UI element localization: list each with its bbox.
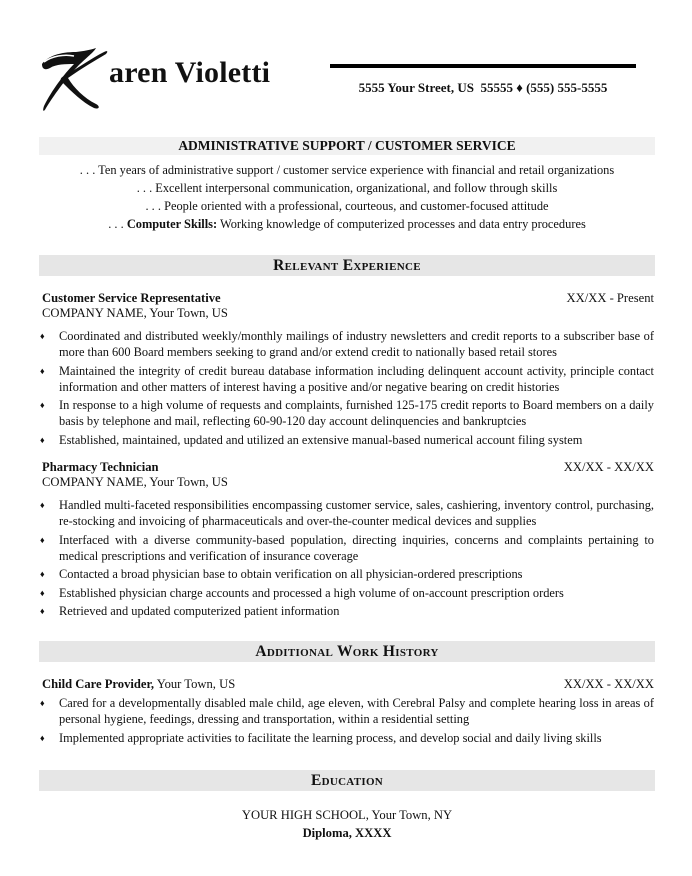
job-location: Your Town, US xyxy=(154,677,236,691)
list-item: ♦ Retrieved and updated computerized patient information xyxy=(40,604,340,618)
list-item: ♦ Established physician charge accounts and processed a high volume of on-account prescription orders xyxy=(40,585,564,600)
job-dates: XX/XX - XX/XX xyxy=(563,677,654,691)
job-header xyxy=(42,460,654,475)
diamond-bullet-icon: ♦ xyxy=(40,400,45,410)
list-item: ♦ Handled multi-faceted responsibilities encompassing customer service, sales, cashiering, inventory control, purchasing, re-stocking and invoicing of pharmaceuticals and over-the-counter medical devices and supplies xyxy=(40,498,654,528)
diamond-bullet-icon: ♦ xyxy=(40,434,45,445)
diamond-bullet-icon: ♦ xyxy=(40,500,45,510)
list-item: ♦ Contacted a broad physician base to obtain verification on all physician-ordered prescriptions xyxy=(40,567,523,581)
summary-line: . . . Computer Skills: Working knowledge of computerized processes and data entry procedures xyxy=(108,217,586,231)
monogram-k-icon xyxy=(38,42,108,114)
job-bullets xyxy=(40,695,654,748)
job-bullets xyxy=(40,328,654,450)
job-header xyxy=(42,291,654,306)
job-header xyxy=(42,677,654,692)
diamond-bullet-icon: ♦ xyxy=(40,587,45,598)
summary-line: . . . Ten years of administrative support / customer service experience with financial and retail organizations xyxy=(79,163,615,177)
section-heading-education: Education xyxy=(39,770,655,791)
summary-lines xyxy=(39,161,655,233)
objective-heading: ADMINISTRATIVE SUPPORT / CUSTOMER SERVICE xyxy=(39,137,655,155)
diamond-bullet-icon: ♦ xyxy=(40,331,45,341)
diamond-bullet-icon: ♦ xyxy=(40,569,45,579)
job-title: Child Care Provider, xyxy=(42,677,155,691)
education-block xyxy=(39,806,655,842)
school-name: YOUR HIGH SCHOOL, Your Town, NY xyxy=(241,808,453,822)
diamond-bullet-icon: ♦ xyxy=(40,534,45,545)
job-title: Pharmacy Technician xyxy=(42,460,159,474)
list-item: ♦ Maintained the integrity of credit bureau database information including delinquent account activity, principle contact information and other matters of interest having a positive and/or negative bearing on credit histories xyxy=(40,363,654,394)
job-dates: XX/XX - Present xyxy=(566,291,654,305)
diamond-bullet-icon: ♦ xyxy=(40,698,45,708)
list-item: ♦ In response to a high volume of requests and complaints, furnished 125-175 credit reports to Board members on a daily basis by telephone and mail, reflecting 60-90-120 day account delinquencies and bankruptcies xyxy=(40,398,654,428)
job-dates: XX/XX - XX/XX xyxy=(563,460,654,474)
candidate-name: aren Violetti xyxy=(109,56,271,89)
summary-line: . . . People oriented with a professional, courteous, and customer-focused attitude xyxy=(145,199,549,213)
job-bullets xyxy=(40,497,654,622)
diamond-bullet-icon: ♦ xyxy=(40,606,45,616)
section-heading-relevant-experience: Relevant Experience xyxy=(39,255,655,276)
list-item: ♦ Coordinated and distributed weekly/monthly mailings of industry newsletters and credit reports to a subscriber base of more than 600 Board members seeking to grand and/or extend credit to nationally based retail stores xyxy=(40,329,654,359)
company-name: COMPANY NAME, Your Town, US xyxy=(42,475,228,489)
contact-info: 5555 Your Street, US 55555 ♦ (555) 555-5555 xyxy=(358,80,608,95)
list-item: ♦ Established, maintained, updated and utilized an extensive manual-based numerical account filing system xyxy=(40,432,583,447)
list-item: ♦ Cared for a developmentally disabled male child, age eleven, with Cerebral Palsy and complete hearing loss in areas of personal hygiene, feedings, dressing and transportation, within a residential setting xyxy=(40,696,654,726)
list-item: ♦ Interfaced with a diverse community-based population, directing inquiries, concerns and complaints pertaining to medical prescriptions and verification of insurance coverage xyxy=(40,532,654,563)
header-rule xyxy=(330,64,636,68)
summary-line: . . . Excellent interpersonal communication, organizational, and follow through skills xyxy=(136,181,558,195)
company-name: COMPANY NAME, Your Town, US xyxy=(42,306,228,320)
job-title: Customer Service Representative xyxy=(42,291,221,305)
section-heading-additional-work-history: Additional Work History xyxy=(39,641,655,662)
degree: Diploma, XXXX xyxy=(302,826,392,840)
diamond-bullet-icon: ♦ xyxy=(40,365,45,376)
list-item: ♦ Implemented appropriate activities to facilitate the learning process, and develop social and daily living skills xyxy=(40,730,602,745)
diamond-bullet-icon: ♦ xyxy=(40,732,45,743)
